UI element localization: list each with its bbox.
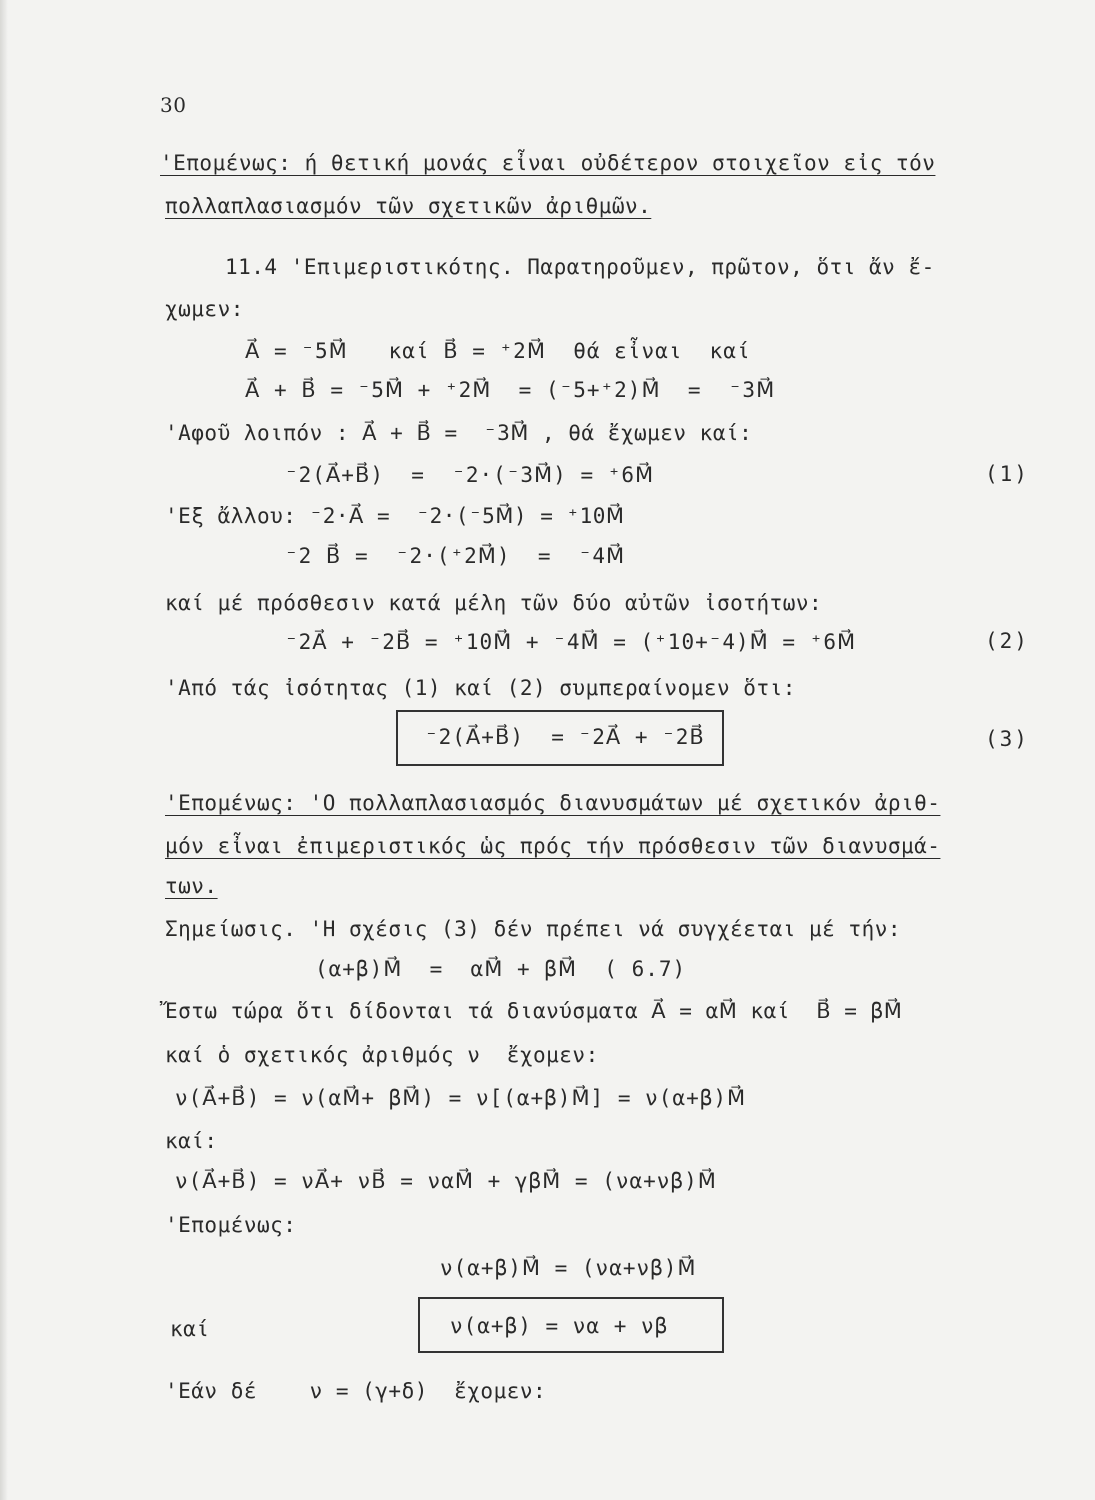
text-line: καί: [165, 1129, 218, 1153]
text-line: 'Από τάς ἰσότητας (1) καί (2) συμπεραίνομεν ὅτι: [165, 676, 796, 700]
equation-line: ⁻2 B⃗ = ⁻2·(⁺2M⃗) = ⁻4M⃗ [285, 544, 626, 568]
text-line: καί ὁ σχετικός ἀριθμός ν ἔχομεν: [165, 1043, 599, 1067]
text-line: 'Επομένως: 'Ο πολλαπλασιασμός διανυσμάτων μέ σχετικόν ἀριθ- [165, 791, 941, 815]
text-line: πολλαπλασιασμόν τῶν σχετικῶν ἀριθμῶν. [165, 194, 652, 218]
equation-number: (1) [985, 462, 1029, 486]
text-line: 'Εξ ἄλλου: ⁻2·A⃗ = ⁻2·(⁻5M⃗) = ⁺10M⃗ [165, 504, 625, 528]
text-line: 'Εάν δέ ν = (γ+δ) ἔχομεν: [165, 1379, 547, 1403]
equation-line: ν(α+β) = να + νβ [450, 1314, 669, 1338]
text-line: χωμεν: [165, 297, 244, 321]
text-line: Ἔστω τώρα ὅτι δίδονται τά διανύσματα A⃗ = αM⃗ καί B⃗ = βM⃗ [165, 999, 903, 1023]
note-line: Σημείωσις. 'Η σχέσις (3) δέν πρέπει νά συγχέεται μέ τήν: [165, 917, 902, 941]
text-line: 'Αφοῦ λοιπόν : A⃗ + B⃗ = ⁻3M⃗ , θά ἔχωμεν καί: [165, 421, 753, 445]
equation-line: ν(α+β)M⃗ = (να+νβ)M⃗ [440, 1256, 697, 1280]
equation-number: (3) [985, 727, 1029, 751]
equation-line: ν(A⃗+B⃗) = νA⃗+ νB⃗ = ναM⃗ + γβM⃗ = (να+νβ)M⃗ [175, 1169, 717, 1193]
page-edge-shadow [0, 0, 8, 1500]
equation-line: A⃗ + B⃗ = ⁻5M⃗ + ⁺2M⃗ = (⁻5+⁺2)M⃗ = ⁻3M⃗ [245, 378, 776, 402]
text-line: μόν εἶναι ἐπιμεριστικός ὡς πρός τήν πρόσθεσιν τῶν διανυσμά- [165, 834, 941, 858]
text-line: 'Επομένως: [165, 1213, 297, 1237]
equation-line: (α+β)M⃗ = αM⃗ + βM⃗ ( 6.7) [315, 957, 687, 981]
text-line: 'Επομένως: ή θετική μονάς εἶναι οὐδέτερον στοιχεῖον εἰς τόν [160, 151, 936, 175]
equation-line: ⁻2(A⃗+B⃗) = ⁻2·(⁻3M⃗) = ⁺6M⃗ [285, 463, 655, 487]
equation-line: A⃗ = ⁻5M⃗ καί B⃗ = ⁺2M⃗ θά εἶναι καί [245, 339, 751, 363]
text-line: καί [170, 1317, 210, 1341]
text-line: καί μέ πρόσθεσιν κατά μέλη τῶν δύο αὐτῶν ἰσοτήτων: [165, 591, 823, 615]
text-line: των. [165, 874, 218, 898]
page-number: 30 [160, 93, 187, 117]
equation-line: ⁻2A⃗ + ⁻2B⃗ = ⁺10M⃗ + ⁻4M⃗ = (⁺10+⁻4)M⃗ = ⁺6M⃗ [285, 630, 857, 654]
section-heading: 11.4 'Επιμεριστικότης. Παρατηροῦμεν, πρῶτον, ὅτι ἄν ἔ- [225, 255, 935, 279]
equation-line: ν(A⃗+B⃗) = ν(αM⃗+ βM⃗) = ν[(α+β)M⃗] = ν(α+β)M⃗ [175, 1086, 747, 1110]
equation-number: (2) [985, 629, 1029, 653]
equation-line: ⁻2(A⃗+B⃗) = ⁻2A⃗ + ⁻2B⃗ [425, 725, 705, 749]
